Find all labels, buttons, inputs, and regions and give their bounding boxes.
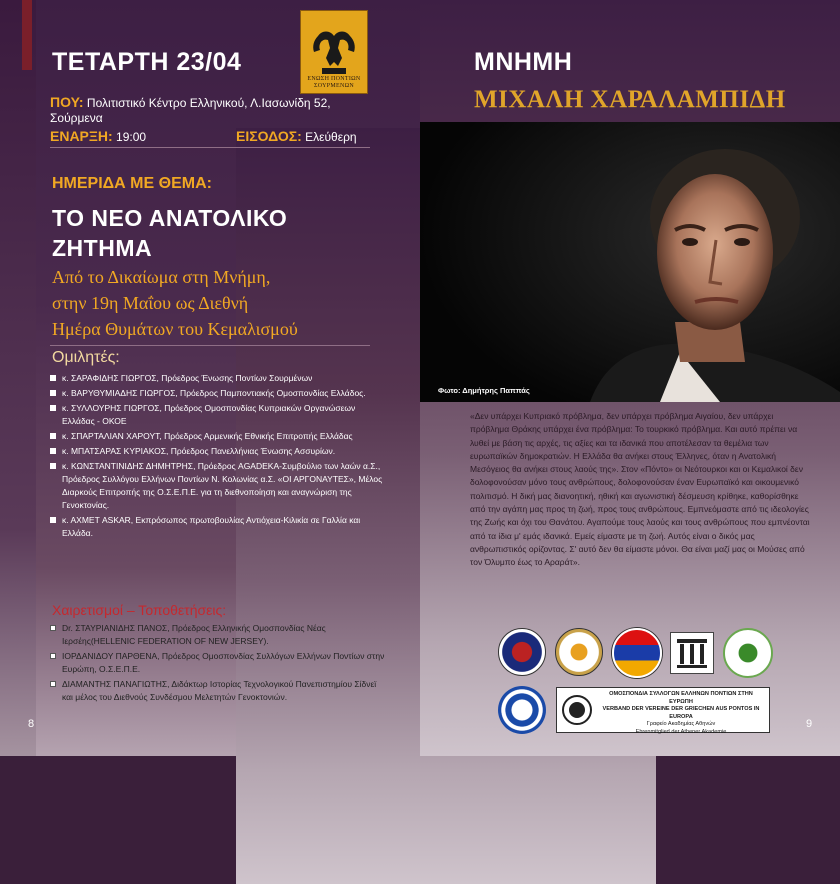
left-margin-bar (0, 0, 36, 756)
event-subhead: ΗΜΕΡΙΔΑ ΜΕ ΘΕΜΑ: (52, 175, 212, 192)
event-title-line: ΖΗΤΗΜΑ (52, 235, 153, 261)
greeting-item: Dr. ΣΤΑΥΡΙΑΝΙΔΗΣ ΠΑΝΟΣ, Πρόεδρος Ελληνικής Ομοσπονδίας Νέας Ιερσέης(HELLENIC FEDERATION OF NEW JERSEY). (50, 622, 385, 648)
portrait-image (420, 122, 840, 402)
greetings-list (50, 622, 385, 706)
portrait-photo (420, 122, 840, 402)
entry-label: ΕΙΣΟΔΟΣ: (236, 128, 302, 144)
event-subtitle-line: Ημέρα Θυμάτων του Κεμαλισμού (52, 319, 298, 339)
sponsor-logo-armenian (612, 628, 662, 678)
where-label: ΠΟΥ: (50, 94, 84, 110)
seal-icon (561, 694, 593, 726)
columns-icon (671, 633, 713, 673)
greetings-heading: Χαιρετισμοί – Τοποθετήσεις: (52, 602, 227, 618)
speaker-item: κ. ΣΑΡΑΦΙΔΗΣ ΓΙΩΡΓΟΣ, Πρόεδρος Ένωσης Ποντίων Σουρμένων (50, 372, 385, 385)
pontian-union-logo (300, 10, 368, 94)
ose-pe-line: VERBAND DER VEREINE DER GRIECHEN AUS PONTOS IN EUROPA (602, 706, 760, 720)
speaker-item: κ. ΚΩΝΣΤΑΝΤΙΝΙΔΗΣ ΔΗΜΗΤΡΗΣ, Πρόεδρος AGADEKA-Συμβούλιο των λαών α.Σ., Πρόεδρος Συλλόγου Ελλήνων Ποντίων Ν. Κολωνίας α.Σ. «ΟΙ ΑΡΓΟΝΑΥΤΕΣ», Μέλος Διαρκούς Επιτροπής της Ο.Σ.Ε.Π.Ε. για τη διεθνοποίηση και αναγνώριση της Γενοκτονίας. (50, 460, 385, 512)
speakers-heading: Ομιλητές: (52, 349, 120, 366)
left-page (0, 0, 420, 756)
greeting-item: ΙΟΡΔΑΝΙΔΟΥ ΠΑΡΘΕΝΑ, Πρόεδρος Ομοσπονδίας Συλλόγων Ελλήνων Ποντίων στην Ευρώπη, Ο.Σ.Ε.Π.Ε. (50, 650, 385, 676)
sponsor-logo-pontian-circle (498, 628, 546, 676)
double-headed-eagle-icon (308, 28, 360, 76)
start-value: 19:00 (116, 130, 147, 144)
page-number: 9 (806, 718, 813, 730)
speaker-item: κ. ΣΥΛΛΟΥΡΗΣ ΓΙΩΡΓΟΣ, Πρόεδρος Ομοσπονδίας Κυπριακών Οργανώσεων Ελλάδας - ΟΚΟΕ (50, 402, 385, 428)
entry-value: Ελεύθερη (305, 130, 357, 144)
ose-pe-text (597, 691, 765, 736)
sponsor-logo-cyprus (555, 628, 603, 676)
event-subtitle (52, 264, 392, 342)
page-number: 8 (28, 718, 35, 730)
event-subtitle-line: Από το Δικαίωμα στη Μνήμη, (52, 267, 271, 287)
red-accent-strip (22, 0, 32, 70)
memorial-name: ΜΙΧΑΛΗ ΧΑΡΑΛΑΜΠΙΔΗ (474, 86, 786, 113)
where-row (50, 95, 370, 126)
ose-pe-line: Ehrenmitglied der Athener Akademie (635, 728, 727, 735)
where-value: Πολιτιστικό Κέντρο Ελληνικού, Λ.Ιασωνίδη 52, Σούρμενα (50, 96, 331, 125)
memorial-heading: ΜΝΗΜΗ (474, 48, 573, 76)
event-title-line: ΤΟ ΝΕΟ ΑΝΑΤΟΛΙΚΟ (52, 205, 288, 231)
speaker-item: κ. ΜΠΑΤΣΑΡΑΣ ΚΥΡΙΑΚΟΣ, Πρόεδρος Πανελλήνιας Ένωσης Ασσυρίων. (50, 445, 385, 458)
speaker-item: κ. ΒΑΡΥΘΥΜΙΑΔΗΣ ΓΙΩΡΓΟΣ, Πρόεδρος Παμποντιακής Ομοσπονδίας Ελλάδος. (50, 387, 385, 400)
greeting-item: ΔΙΑΜΑΝΤΗΣ ΠΑΝΑΓΙΩΤΗΣ, Διδάκτωρ Ιστορίας Τεχνολογικού Πανεπιστημίου Σίδνεϊ και μέλος του Διεθνούς Συνδέσμου Μελετητών Γενοκτονιών. (50, 678, 385, 704)
event-title (52, 203, 392, 263)
speaker-item: κ. ΑΧΜΕΤ ASKAR, Εκπρόσωπος πρωτοβουλίας Αντιόχεια-Κιλικία σε Γαλλία και Ελλάδα. (50, 514, 385, 540)
start-label: ΕΝΑΡΞΗ: (50, 128, 113, 144)
sponsor-logo-hellenic-federation-nj (498, 686, 546, 734)
ose-pe-banner (556, 687, 770, 733)
photo-caption: Φωτο: Δημήτρης Παππάς (438, 386, 530, 395)
sponsor-logo-assyrian (670, 632, 714, 674)
speaker-item: κ. ΣΠΑΡΤΑΛΙΑΝ ΧΑΡΟΥΤ, Πρόεδρος Αρμενικής Εθνικής Επιτροπής Ελλάδας (50, 430, 385, 443)
event-subtitle-line: στην 19η Μαΐου ως Διεθνή (52, 293, 249, 313)
divider (50, 147, 370, 148)
sponsor-logo-tree (723, 628, 773, 678)
ose-pe-line: Γραφείο Ακαδημίας Αθηνών (646, 721, 716, 727)
day-title: ΤΕΤΑΡΤΗ 23/04 (52, 48, 242, 76)
ose-pe-line: ΟΜΟΣΠΟΝΔΙΑ ΣΥΛΛΟΓΩΝ ΕΛΛΗΝΩΝ ΠΟΝΤΙΩΝ ΣΤΗΝ ΕΥΡΩΠΗ (609, 691, 753, 705)
logo-caption: ΕΝΩΣΗ ΠΟΝΤΙΩΝ ΣΟΥΡΜΕΝΩΝ (307, 76, 361, 89)
memorial-quote: «Δεν υπάρχει Κυπριακό πρόβλημα, δεν υπάρχει πρόβλημα Αιγαίου, δεν υπάρχει πρόβλημα Θράκης υπάρχει ένα πρόβλημα: Το τουρκικό πρόβλημα. Και αυτό πρέπει να λυθεί με βάση τις αρχές, τις αξίες και τα ιδανικά που αποτέλεσαν τα θεμέλια των ευρωπαϊκών δημοκρατιών. Η Ελλάδα θα ανήκει στους Έλληνες, όταν η Ανατολική Μεσόγειος θα ανήκει στους λαούς της». Στον «Πόντο» οι Νεότουρκοι και οι Κεμαλικοί δεν δολοφονούσαν μόνο τους ανθρώπους, δολοφονούσαν έναν Ευρωπαϊκό και οικουμενικό πολιτισμό. Η δική μας διανοητική, ηθική και αγωνιστική δέσμευση κρίθηκε, καθορίσθηκε από την αγάπη μας προς τη ζωή, προς τους ανθρώπους. Εμπνεόμαστε από τις ιδεολογίες της Ζωής και όχι του Θανάτου. Αγαπούμε τους λαούς και τους ανθρώπους που εμπνέονται από τα ίδια μ' εμάς ιδανικά. Εμείς είμαστε με τη ζωή. Αυτός είναι ο δικός μας ανθρωπιστικός ορίζοντας. Σ' αυτό δεν θα είμαστε μόνοι. Θα είναι μαζί μας οι Μούσες από τον Όλυμπο έως το Αραράτ». (470, 411, 810, 568)
divider (50, 345, 370, 346)
speakers-list (50, 372, 385, 542)
time-row (50, 128, 370, 144)
